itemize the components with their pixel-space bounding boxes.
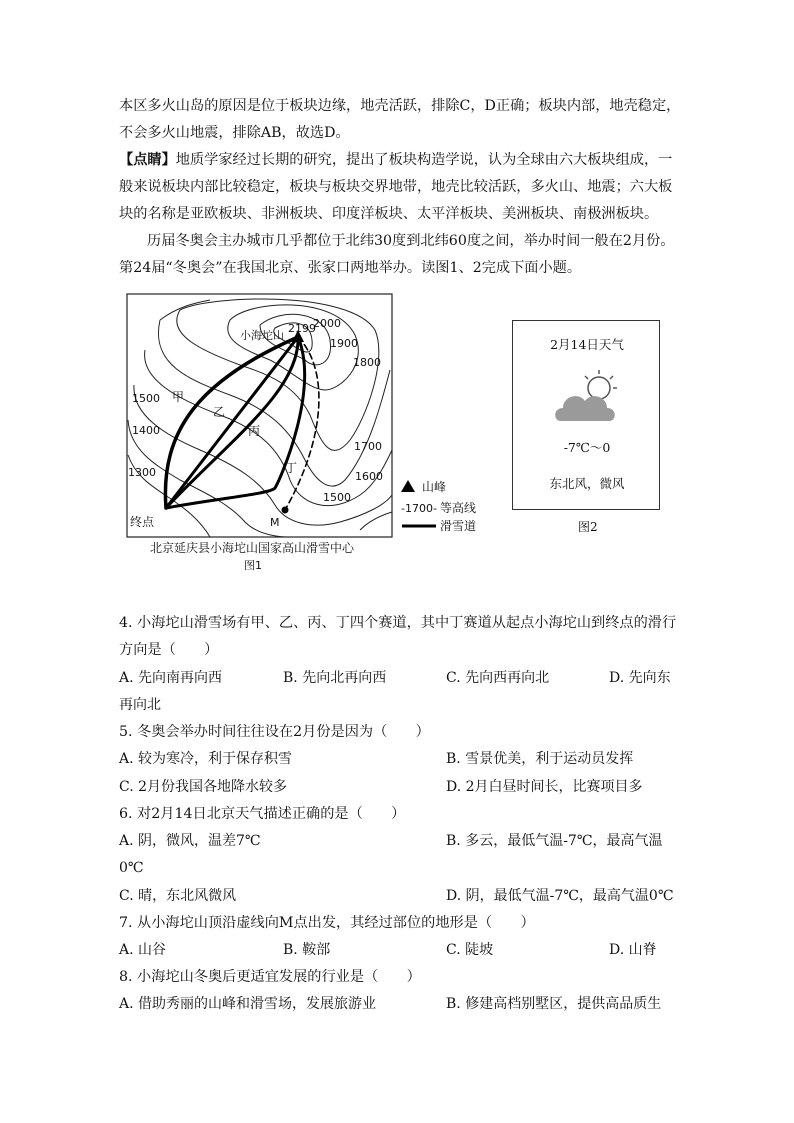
point-m-label: M: [270, 516, 280, 529]
tip-line: 块的名称是亚欧板块、非洲板块、印度洋板块、太平洋板块、美洲板块、南极洲板块。: [119, 206, 659, 222]
option-a: A. 阴，微风，温差7℃: [119, 833, 261, 849]
intro-line: 历届冬奥会主办城市几乎都位于北纬30度到北纬60度之间，举办时间一般在2月份。: [147, 233, 675, 249]
tip-text: 地质学家经过长期的研究，提出了板块构造学说，认为全球由六大板块组成，一: [175, 152, 673, 168]
weather-temp: -7℃～0: [563, 440, 611, 455]
question-stem: 6. 对2月14日北京天气描述正确的是（ ）: [119, 806, 406, 822]
peak-elev: 2199: [288, 322, 316, 335]
option-b: B. 多云，最低气温-7℃，最高气温: [446, 833, 663, 849]
weather-wind: 东北风，微风: [549, 476, 625, 491]
fig1-caption: 图1: [244, 559, 262, 572]
question-stem: 5. 冬奥会举办时间往往设在2月份是因为（ ）: [119, 724, 430, 740]
option-c: C. 先向西再向北: [446, 670, 550, 686]
intro-line: 第24届“冬奥会”在我国北京、张家口两地举办。读图1、2完成下面小题。: [119, 260, 582, 276]
map-title: 北京延庆县小海坨山国家高山滑雪中心: [150, 541, 355, 555]
contour-label: 1300: [128, 466, 156, 479]
legend-peak-label: 山峰: [422, 480, 447, 494]
question-stem: 8. 小海坨山冬奥后更适宜发展的行业是（ ）: [119, 969, 421, 985]
option-a: A. 山谷: [119, 942, 167, 958]
question-stem: 7. 从小海坨山顶沿虚线向M点出发，其经过部位的地形是（ ）: [119, 915, 535, 931]
contour-label: 1400: [132, 424, 160, 437]
question-stem: 4. 小海坨山滑雪场有甲、乙、丙、丁四个赛道，其中丁赛道从起点小海坨山到终点的滑行: [119, 615, 677, 631]
option-c: C. 晴，东北风微风: [119, 888, 237, 904]
option-d: D. 山脊: [609, 942, 657, 958]
tip-line: [119, 150, 672, 170]
legend-contour-label: 等高线: [440, 501, 477, 515]
run-label-ding: 丁: [285, 461, 298, 475]
legend-contour-sample: -1700-: [401, 502, 437, 515]
run-label-bing: 丙: [248, 424, 261, 438]
option-d: D. 阴，最低气温-7℃，最高气温0℃: [446, 888, 674, 904]
option-d: D. 先向东: [609, 670, 671, 686]
partly-cloudy-icon: [551, 366, 625, 428]
point-m-dot: [282, 507, 289, 514]
option-a: A. 较为寒冷，利于保存积雪: [119, 751, 293, 767]
weather-box: [512, 320, 660, 510]
contour-map: [120, 290, 480, 580]
option-wrap: 再向北: [119, 697, 161, 713]
legend-slope-label: 滑雪道: [440, 519, 477, 533]
fig2-caption: 图2: [578, 520, 598, 534]
option-b: B. 鞍部: [283, 942, 331, 958]
contour-label: 1500: [132, 392, 160, 405]
contour-label: 1600: [355, 470, 383, 483]
peak-name: 小海坨山: [240, 329, 284, 342]
option-d: D. 2月白昼时间长，比赛项目多: [446, 779, 643, 795]
contour-label: 1900: [330, 337, 358, 350]
weather-title: 2月14日天气: [550, 337, 624, 352]
option-wrap: 0℃: [119, 860, 144, 876]
option-a: A. 先向南再向西: [119, 670, 223, 686]
contour-label: 2000: [313, 317, 341, 330]
end-label: 终点: [130, 515, 155, 529]
option-b: B. 修建高档别墅区，提供高品质生: [446, 996, 662, 1012]
option-a: A. 借助秀丽的山峰和滑雪场，发展旅游业: [119, 996, 377, 1012]
run-label-yi: 乙: [213, 405, 226, 419]
tip-label: 【点睛】: [119, 152, 176, 168]
option-b: B. 雪景优美，利于运动员发挥: [446, 751, 634, 767]
legend-peak-icon: [401, 480, 415, 492]
run-label-jia: 甲: [172, 390, 185, 404]
contour-label: 1500: [323, 491, 351, 504]
option-c: C. 陡坡: [446, 942, 494, 958]
contour-label: 1700: [354, 440, 382, 453]
tip-line: 般来说板块内部比较稳定，板块与板块交界地带，地壳比较活跃，多火山、地震；六大板: [119, 179, 673, 195]
passage-line: 不会多火山地震，排除AB，故选D。: [119, 125, 350, 141]
passage-line: 本区多火山岛的原因是位于板块边缘，地壳活跃，排除C，D正确；板块内部，地壳稳定，: [119, 98, 681, 114]
option-c: C. 2月份我国各地降水较多: [119, 779, 288, 795]
contour-label: 1800: [353, 356, 381, 369]
option-b: B. 先向北再向西: [283, 670, 387, 686]
question-stem: 方向是（ ）: [119, 642, 219, 658]
